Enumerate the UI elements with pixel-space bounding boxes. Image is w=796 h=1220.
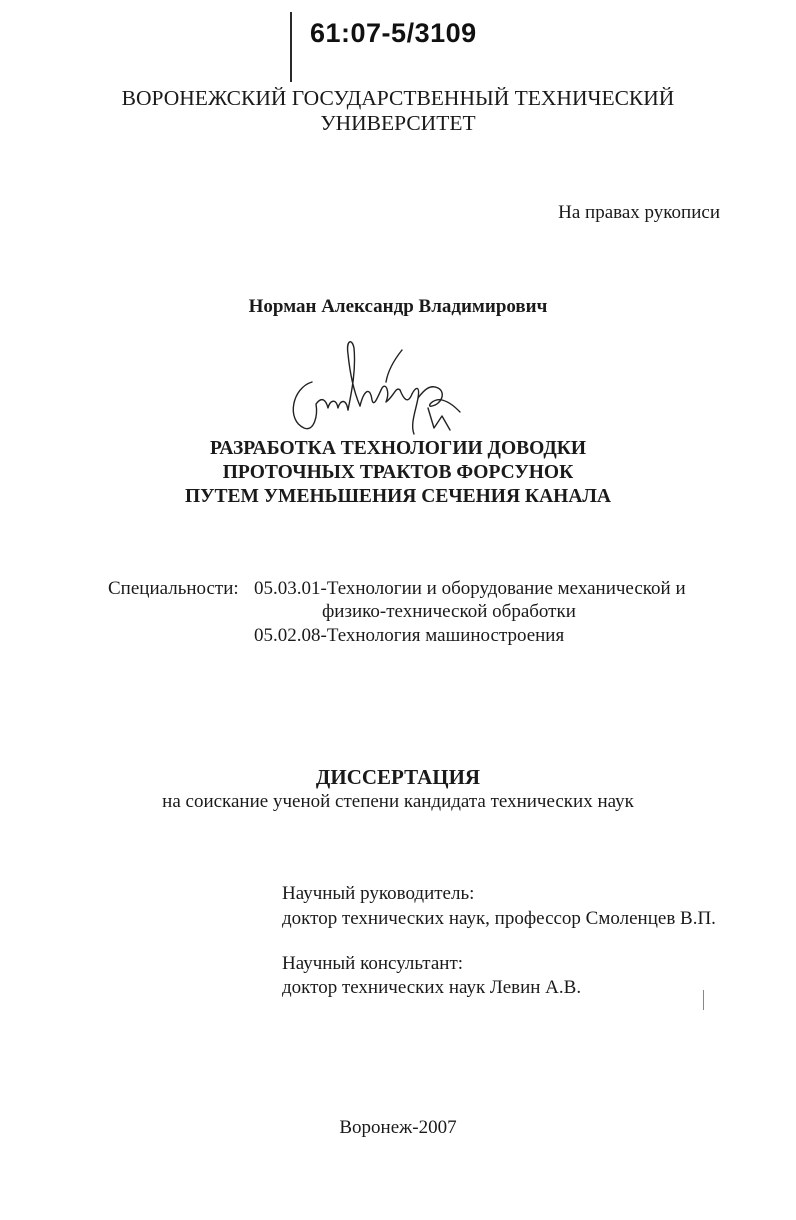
rights-note: На правах рукописи <box>558 202 720 223</box>
city-year: Воронеж-2007 <box>339 1117 457 1138</box>
specialty-2: 05.02.08-Технология машиностроения <box>254 625 565 646</box>
archive-stamp-bar <box>290 12 292 82</box>
author-name: Норман Александр Владимирович <box>248 296 548 317</box>
consultant-label: Научный консультант: <box>282 953 464 974</box>
specialties-label: Специальности: <box>108 578 239 599</box>
title-line-2: ПРОТОЧНЫХ ТРАКТОВ ФОРСУНОК <box>222 462 574 483</box>
scan-mark <box>703 990 704 1010</box>
institution-line-2: УНИВЕРСИТЕТ <box>320 111 476 135</box>
archive-number: 61:07-5/3109 <box>310 18 477 48</box>
dissertation-title <box>0 437 796 509</box>
consultant-name: доктор технических наук Левин А.В. <box>282 977 582 998</box>
institution-line-1: ВОРОНЕЖСКИЙ ГОСУДАРСТВЕННЫЙ ТЕХНИЧЕСКИЙ <box>121 86 675 110</box>
title-line-1: РАЗРАБОТКА ТЕХНОЛОГИИ ДОВОДКИ <box>209 438 587 459</box>
supervisor-name: доктор технических наук, профессор Смоленцев В.П. <box>282 908 716 929</box>
title-line-3: ПУТЕМ УМЕНЬШЕНИЯ СЕЧЕНИЯ КАНАЛА <box>184 486 612 507</box>
specialty-1-line-1: 05.03.01-Технологии и оборудование механической и <box>254 578 686 599</box>
specialty-1-line-2: физико-технической обработки <box>322 601 576 622</box>
institution-name <box>0 86 796 136</box>
handwritten-signature <box>282 330 462 440</box>
dissertation-heading: ДИССЕРТАЦИЯ <box>315 765 481 789</box>
supervisor-label: Научный руководитель: <box>282 883 475 904</box>
dissertation-subtitle: на соискание ученой степени кандидата технических наук <box>162 791 634 812</box>
